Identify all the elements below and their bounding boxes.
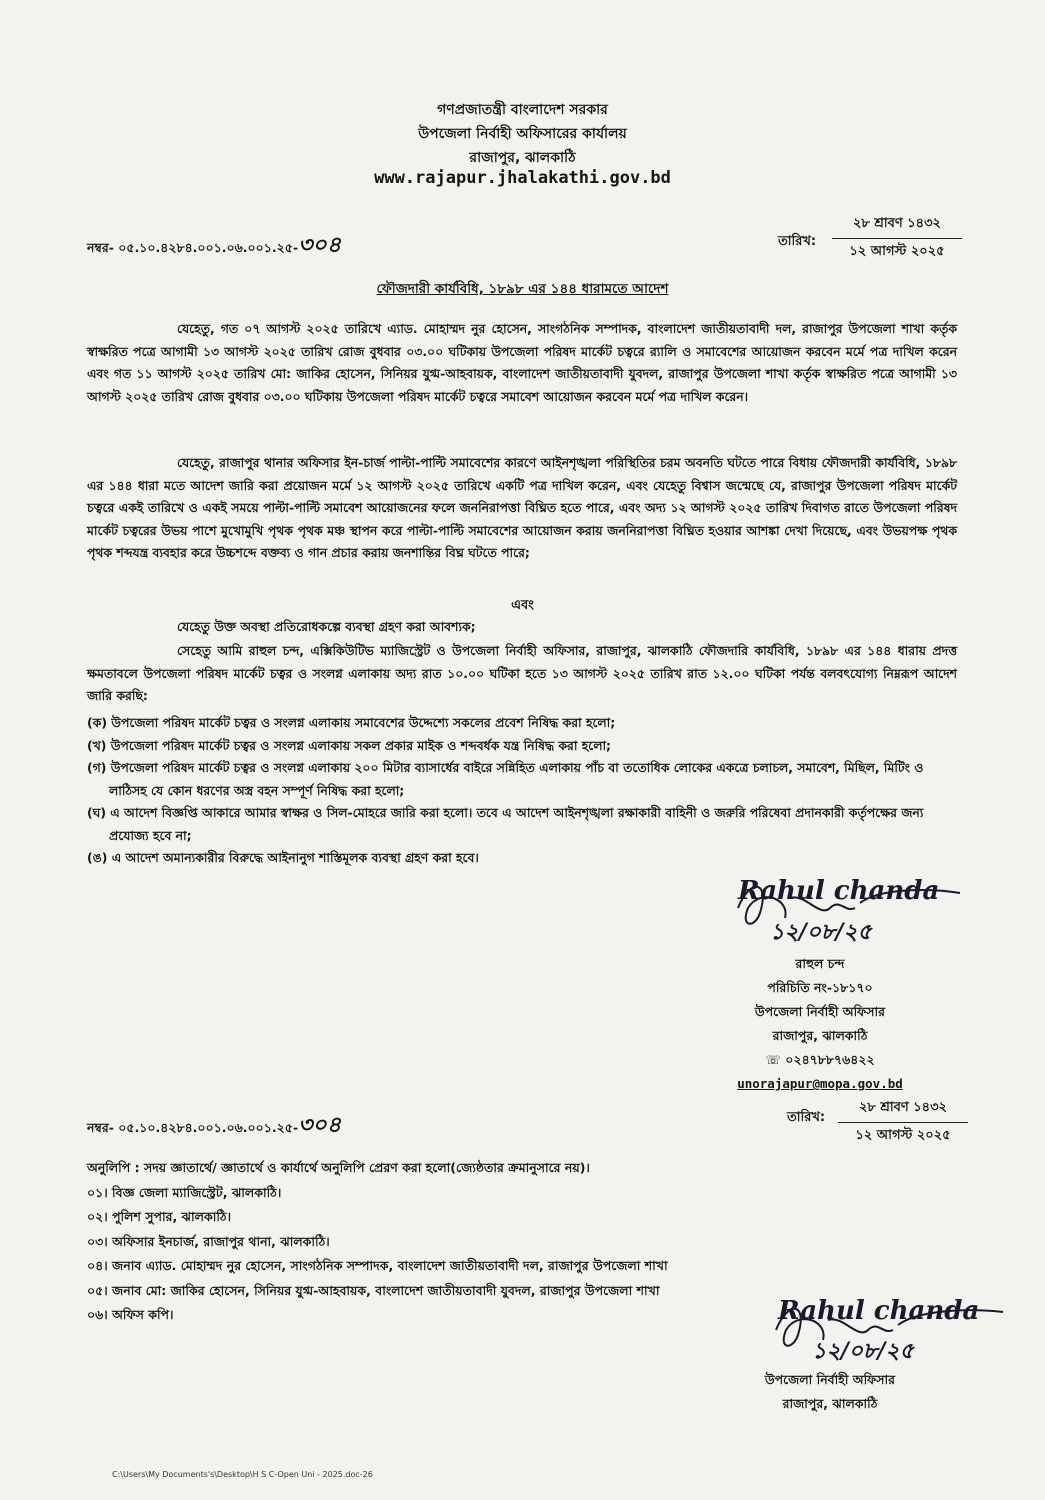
- signer-2-location: রাজাপুর, ঝালকাঠি: [782, 1396, 878, 1411]
- and-word: এবং: [511, 598, 534, 613]
- memo-2-date-english: ১২ আগস্ট ২০২৫: [855, 1128, 951, 1143]
- memo-2-number: [87, 1108, 341, 1145]
- order-title: [0, 278, 1045, 301]
- signer-phone: ☏ ০২৪৭৮৮৭৬৪২২: [765, 1052, 875, 1067]
- memo-2-date-bangla: ২৮ শ্রাবণ ১৪৩২: [858, 1100, 948, 1115]
- signature-2-block: [720, 1368, 940, 1416]
- copy-item: ০৩। অফিসার ইনচার্জ, রাজাপুর থানা, ঝালকাঠি।: [87, 1233, 330, 1249]
- memo-date: [832, 214, 962, 263]
- signature-1-hand-date: ১২/০৮/২৫: [770, 919, 872, 945]
- order-title-text: ফৌজদারী কার্যবিধি, ১৮৯৮ এর ১৪৪ ধারামতে আদেশ: [376, 281, 669, 297]
- copy-item: ০২। পুলিশ সুপার, ঝালকাঠি।: [87, 1209, 232, 1224]
- signer-name: রাহুল চন্দ: [795, 956, 845, 971]
- header-office: উপজেলা নির্বাহী অফিসারের কার্যালয়: [418, 126, 627, 142]
- signer-2-designation: উপজেলা নির্বাহী অফিসার: [764, 1372, 896, 1387]
- order-item: (ক) উপজেলা পরিষদ মার্কেট চত্বর ও সংলগ্ন এলাকায় সমাবেশের উদ্দেশ্যে সকলের প্রবেশ নিষিদ্ধ করা হলো;: [87, 715, 616, 730]
- copy-item: ০৫। জনাব মো: জাকির হোসেন, সিনিয়র যুগ্ম-আহবায়ক, বাংলাদেশ জাতীয়তাবাদী যুবদল, রাজাপুর উপজেলা শাখা: [87, 1282, 660, 1298]
- header-government: গণপ্রজাতন্ত্রী বাংলাদেশ সরকার: [437, 102, 608, 118]
- copy-item: ০১। বিজ্ঞ জেলা ম্যাজিস্ট্রেট, ঝালকাঠি।: [87, 1184, 282, 1200]
- memo-date-english: ১২ আগস্ট ২০২৫: [849, 244, 945, 259]
- copy-item: ০৪। জনাব এ্যাড. মোহাম্মদ নুর হোসেন, সাংগঠনিক সম্পাদক, বাংলাদেশ জাতীয়তাবাদী দল, রাজাপুর উপজেলা শাখা: [87, 1258, 668, 1273]
- memo-number-text: নম্বর- ০৫.১০.৪২৮৪.০০১.০৬.০০১.২৫-: [87, 240, 299, 255]
- date-divider: [832, 238, 962, 239]
- paragraph-3: যেহেতু উক্ত অবস্থা প্রতিরোধকল্পে ব্যবস্থা গ্রহণ করা আবশ্যক;: [177, 619, 476, 634]
- memo-2-handwritten-number: ৩০৪: [298, 1112, 341, 1138]
- signature-1-handwriting: Rahul chanda: [738, 876, 940, 906]
- memo-date-label: তারিখ:: [778, 234, 817, 249]
- date-divider: [838, 1122, 968, 1123]
- memo-2-number-text: নম্বর- ০৫.১০.৪২৮৪.০০১.০৬.০০১.২৫-: [87, 1120, 299, 1135]
- copy-intro: অনুলিপি : সদয় জ্ঞাতার্থে/ জ্ঞাতার্থে ও কার্যার্থে অনুলিপি প্রেরণ করা হলো(জ্যেষ্ঠতার ক্রমানুসারে নয়)।: [87, 1160, 590, 1175]
- signature-1-block: [700, 952, 940, 1096]
- orders-list: [87, 712, 962, 870]
- order-item: (ঙ) এ আদেশ অমান্যকারীর বিরুদ্ধে আইনানুগ শাস্তিমূলক ব্যবস্থা গ্রহণ করা হবে।: [87, 850, 479, 865]
- copy-item: ০৬। অফিস কপি।: [87, 1307, 174, 1322]
- header-website: www.rajapur.jhalakathi.gov.bd: [374, 168, 671, 188]
- signature-2-hand-date: ১২/০৮/২৫: [812, 1338, 914, 1364]
- order-item: (ঘ) এ আদেশ বিজ্ঞপ্তি আকারে আমার স্বাক্ষর ও সিল-মোহরে জারি করা হলো। তবে এ আদেশ আইনশৃঙ্খলা রক্ষাকারী বাহিনী ও জরুরি পরিষেবা প্রদানকারী কর্তৃপক্ষের জন্য প্রযোজ্য হবে না;: [87, 805, 924, 843]
- memo-number: [87, 228, 341, 265]
- signer-email[interactable]: unorajapur@mopa.gov.bd: [737, 1076, 903, 1091]
- order-item: (গ) উপজেলা পরিষদ মার্কেট চত্বর ও সংলগ্ন এলাকায় ২০০ মিটার ব্যাসার্ধের বাইরে সন্নিহিত এলাকায় পাঁচ বা ততোধিক লোকের একত্রে চলাচল, সমাবেশ, মিছিল, মিটিং ও লাঠিসহ যে কোন ধরণের অস্ত্র বহন সম্পূর্ণ নিষিদ্ধ করা হলো;: [87, 760, 924, 798]
- header-location: রাজাপুর, ঝালকাঠি: [469, 150, 576, 166]
- signature-2-handwriting: Rahul chanda: [778, 1296, 980, 1326]
- order-item: (খ) উপজেলা পরিষদ মার্কেট চত্বর ও সংলগ্ন এলাকায় সকল প্রকার মাইক ও শব্দবর্ধক যন্ত্র নিষিদ্ধ করা হলো;: [87, 737, 612, 753]
- memo-date-bangla: ২৮ শ্রাবণ ১৪৩২: [852, 216, 942, 231]
- memo-2-date: [838, 1098, 968, 1147]
- signer-designation: উপজেলা নির্বাহী অফিসার: [754, 1004, 886, 1019]
- memo-handwritten-number: ৩০৪: [298, 232, 341, 258]
- paragraph-1: যেহেতু, গত ০৭ আগস্ট ২০২৫ তারিখে এ্যাড. মোহাম্মদ নুর হোসেন, সাংগঠনিক সম্পাদক, বাংলাদেশ জাতীয়তাবাদী দল, রাজাপুর উপজেলা শাখা কর্তৃক স্বাক্ষরিত পত্রে আগামী ১৩ আগস্ট ২০২৫ তারিখ রোজ বুধবার ০৩.০০ ঘটিকায় উপজেলা পরিষদ মার্কেট চত্বরে র‍্যালি ও সমাবেশের আয়োজন করবেন মর্মে পত্র দাখিল করেন এবং গত ১১ আগস্ট ২০২৫ তারিখ মো: জাকির হোসেন, সিনিয়র যুগ্ম-আহবায়ক, বাংলাদেশ জাতীয়তাবাদী যুবদল, রাজাপুর উপজেলা শাখা কর্তৃক স্বাক্ষরিত পত্রে আগামী ১৩ আগস্ট ২০২৫ তারিখ রোজ বুধবার ০৩.০০ ঘটিকায় উপজেলা পরিষদ মার্কেট চত্বরে সমাবেশ আয়োজন করবেন মর্মে পত্র দাখিল করেন।: [87, 321, 957, 404]
- paragraph-4: সেহেতু আমি রাহুল চন্দ, এক্সিকিউটিভ ম্যাজিস্ট্রেট ও উপজেলা নির্বাহী অফিসার, রাজাপুর, ঝালকাঠি ফৌজদারি কার্যবিধি, ১৮৯৮ এর ১৪৪ ধারায় প্রদত্ত ক্ষমতাবলে উপজেলা পরিষদ মার্কেট চত্বর ও সংলগ্ন এলাকায় অদ্য রাত ১০.০০ ঘটিকা হতে ১৩ আগস্ট ২০২৫ তারিখ রাত ১২.০০ ঘটিকা পর্যন্ত বলবৎযোগ্য নিম্নরূপ আদেশ জারি করছি:: [87, 643, 957, 703]
- paragraph-2: যেহেতু, রাজাপুর থানার অফিসার ইন-চার্জ পাল্টা-পাল্টি সমাবেশের কারণে আইনশৃঙ্খলা পরিস্থিতির চরম অবনতি ঘটতে পারে বিধায় ফৌজদারী কার্যবিধি, ১৮৯৮ এর ১৪৪ ধারা মতে আদেশ জারি করা প্রয়োজন মর্মে ১২ আগস্ট ২০২৫ তারিখে একটি পত্র দাখিল করেন, এবং যেহেতু বিশ্বাস জন্মেছে যে, রাজাপুর উপজেলা পরিষদ মার্কেট চত্বরে একই তারিখে ও একই সময়ে পাল্টা-পাল্টি সমাবেশ আয়োজনের ফলে জননিরাপত্তা বিঘ্নিত হতে পারে, এবং অদ্য ১২ আগস্ট ২০২৫ তারিখ দিবাগত রাতে উপজেলা পরিষদ মার্কেট চত্বরের উভয় পাশে মুখোমুখি পৃথক পৃথক মঞ্চ স্থাপন করে পাল্টা-পাল্টি সমাবেশের আয়োজন করায় জননিরাপত্তা বিঘ্নিত হওয়ার আশঙ্কা দেখা দিয়েছে, এবং উভয়পক্ষ পৃথক পৃথক শব্দযন্ত্র ব্যবহার করে উচ্চশব্দে বক্তব্য ও গান প্রচার করায় জনশান্তির বিঘ্ন ঘটতে পারে;: [87, 455, 957, 560]
- file-path-footer: C:\Users\My Documents's\Desktop\H S C-Open Uni - 2025.doc-26: [112, 1470, 373, 1479]
- signer-id: পরিচিতি নং-১৮১৭০: [767, 980, 873, 995]
- memo-2-date-label: তারিখ:: [787, 1110, 826, 1125]
- signer-location: রাজাপুর, ঝালকাঠি: [772, 1028, 868, 1043]
